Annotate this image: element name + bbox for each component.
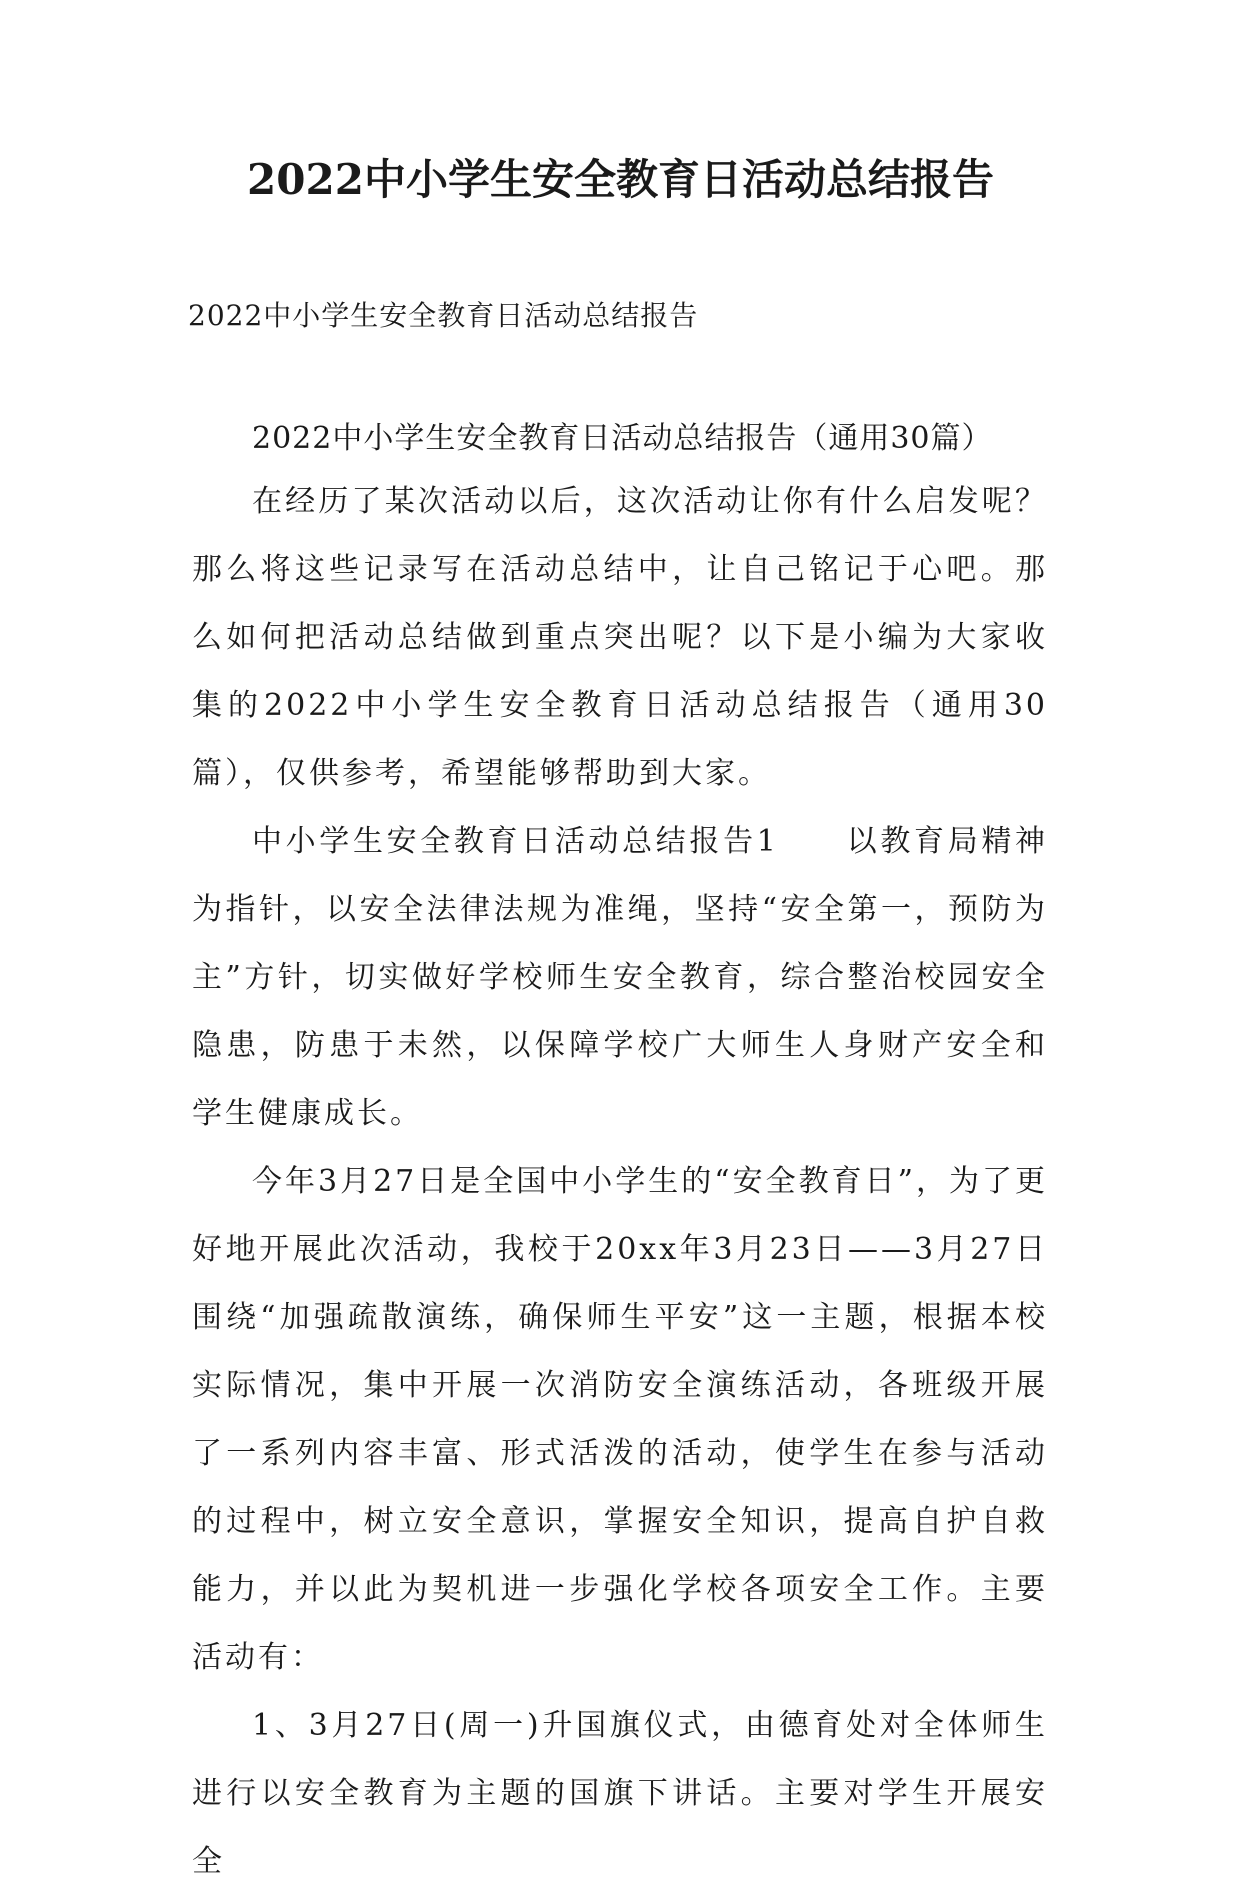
document-subtitle: 2022中小学生安全教育日活动总结报告 [188, 299, 699, 332]
body-paragraph: 在经历了某次活动以后，这次活动让你有什么启发呢？那么将这些记录写在活动总结中，让自己铭记于心吧。那么如何把活动总结做到重点突出呢？以下是小编为大家收集的2022中小学生安全教育日活动总结报告（通用30篇），仅供参考，希望能够帮助到大家。 [192, 484, 1048, 791]
document-title: 2022中小学生安全教育日活动总结报告 [247, 155, 994, 204]
document-body [192, 410, 1048, 1896]
body-paragraph-intro-title: 2022中小学生安全教育日活动总结报告（通用30篇） [252, 421, 993, 456]
body-paragraph: 今年3月27日是全国中小学生的“安全教育日”，为了更好地开展此次活动，我校于20xx年3月23日——3月27日围绕“加强疏散演练，确保师生平安”这一主题，根据本校实际情况，集中开展一次消防安全演练活动，各班级开展了一系列内容丰富、形式活泼的活动，使学生在参与活动的过程中，树立安全意识，掌握安全知识，提高自护自救能力，并以此为契机进一步强化学校各项安全工作。主要活动有： [192, 1164, 1048, 1675]
body-paragraph: 1、3月27日(周一)升国旗仪式，由德育处对全体师生进行以安全教育为主题的国旗下讲话。主要对学生开展安全 [192, 1708, 1048, 1879]
body-paragraph: 中小学生安全教育日活动总结报告1 以教育局精神为指针，以安全法律法规为准绳，坚持“安全第一，预防为主”方针，切实做好学校师生安全教育，综合整治校园安全隐患，防患于未然，以保障学校广大师生人身财产安全和学生健康成长。 [192, 824, 1048, 1131]
